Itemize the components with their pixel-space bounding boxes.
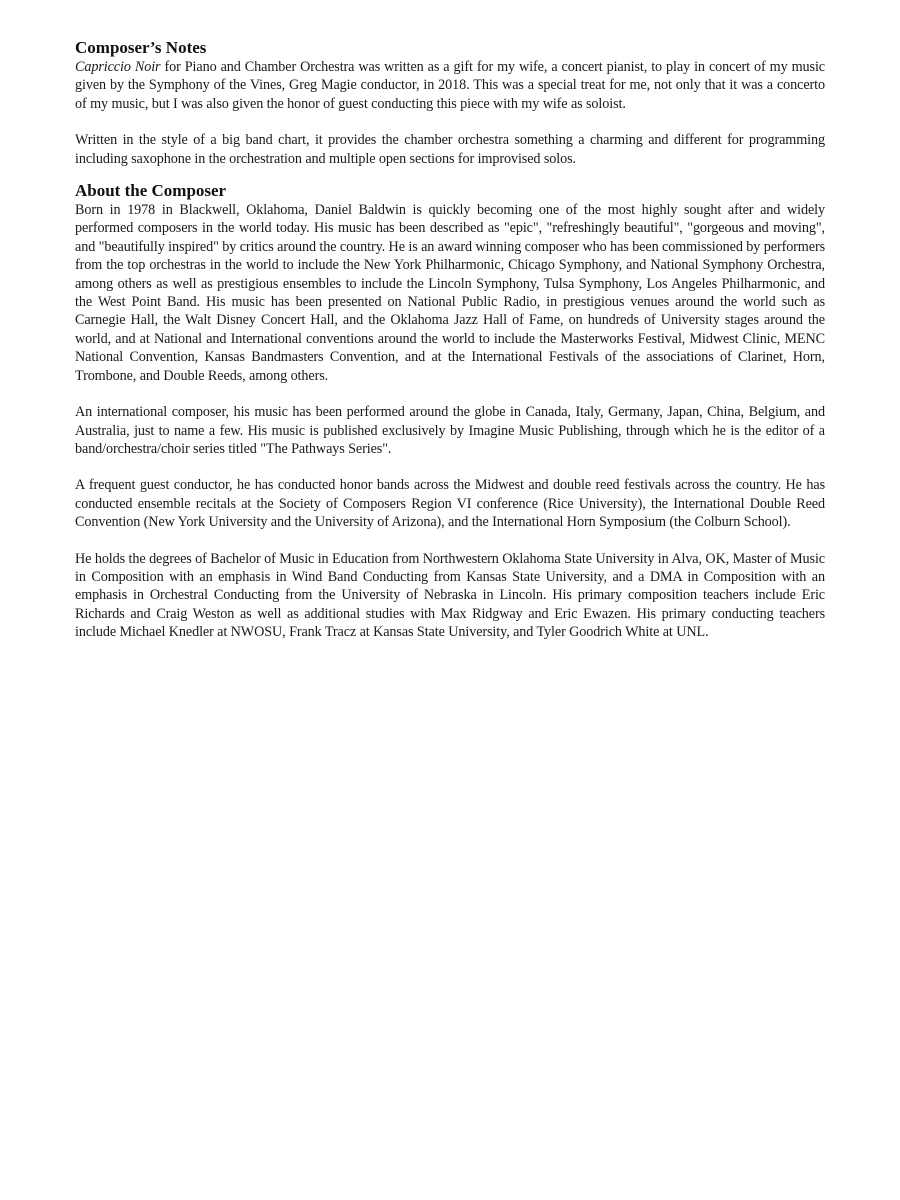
about-paragraph-2: An international composer, his music has been performed around the globe in Canada, Italy, Germany, Japan, China, Belgium, and Australia, just to name a few. His music is published exclusively by Imagine Music Publishing, through which he is the editor of a band/orchestra/choir series titled "The Pathways Series".	[75, 404, 825, 457]
paragraph-spacer	[75, 532, 825, 550]
about-paragraph-1: Born in 1978 in Blackwell, Oklahoma, Daniel Baldwin is quickly becoming one of the most highly sought after and widely performed composers in the world today. His music has been described as "epic", "refreshingly beautiful", "gorgeous and moving", and "beautifully inspired" by critics around the country. He is an award winning composer who has been commissioned by performers from the top orchestras in the world to include the New York Philharmonic, Chicago Symphony, and National Symphony Orchestra, among others as well as prestigious ensembles to include the Lincoln Symphony, Tulsa Symphony, Los Angeles Philharmonic, and the West Point Band. His music has been presented on National Public Radio, in prestigious venues around the world such as Carnegie Hall, the Walt Disney Concert Hall, and the Oklahoma Jazz Hall of Fame, on hundreds of University stages around the world, and at National and International conventions around the world to include the Masterworks Festival, Midwest Clinic, MENC National Convention, Kansas Bandmasters Convention, and at the International Festivals of the associations of Clarinet, Horn, Trombone, and Double Reeds, among others.	[75, 202, 825, 384]
document-body	[75, 38, 825, 642]
about-composer-heading: About the Composer	[75, 181, 227, 201]
paragraph-spacer	[75, 113, 825, 131]
composers-notes-section	[75, 38, 825, 168]
about-paragraph-4: He holds the degrees of Bachelor of Music in Education from Northwestern Oklahoma State University in Alva, OK, Master of Music in Composition with an emphasis in Wind Band Conducting from Kansas State University, and a DMA in Composition with an emphasis in Orchestral Conducting from the University of Nebraska in Lincoln. His primary composition teachers include Eric Richards and Craig Weston as well as additional studies with Max Ridgway and Eric Ewazen. His primary conducting teachers include Michael Knedler at NWOSU, Frank Tracz at Kansas State University, and Tyler Goodrich White at UNL.	[75, 550, 825, 641]
piece-title: Capriccio Noir	[75, 59, 161, 75]
composers-notes-paragraph-1	[75, 58, 825, 113]
paragraph-spacer	[75, 458, 825, 476]
composers-notes-paragraph-2: Written in the style of a big band chart, it provides the chamber orchestra something a charming and different for programming including saxophone in the orchestration and multiple open sections for improvised solos.	[75, 132, 825, 167]
about-paragraph-3: A frequent guest conductor, he has conducted honor bands across the Midwest and double reed festivals across the country. He has conducted ensemble recitals at the Society of Composers Region VI conference (Rice University), the International Double Reed Convention (New York University and the University of Arizona), and the International Horn Symposium (the Colburn School).	[75, 477, 825, 531]
about-composer-section	[75, 181, 825, 642]
composers-notes-heading: Composer’s Notes	[75, 38, 207, 57]
composers-notes-paragraph-1-text: for Piano and Chamber Orchestra was written as a gift for my wife, a concert pianist, to play in concert of my music given by the Symphony of the Vines, Greg Magie conductor, in 2018. This was a special treat for me, not only that it was a concerto of my music, but I was also given the honor of guest conducting this piece with my wife as soloist.	[75, 59, 825, 112]
paragraph-spacer	[75, 385, 825, 403]
